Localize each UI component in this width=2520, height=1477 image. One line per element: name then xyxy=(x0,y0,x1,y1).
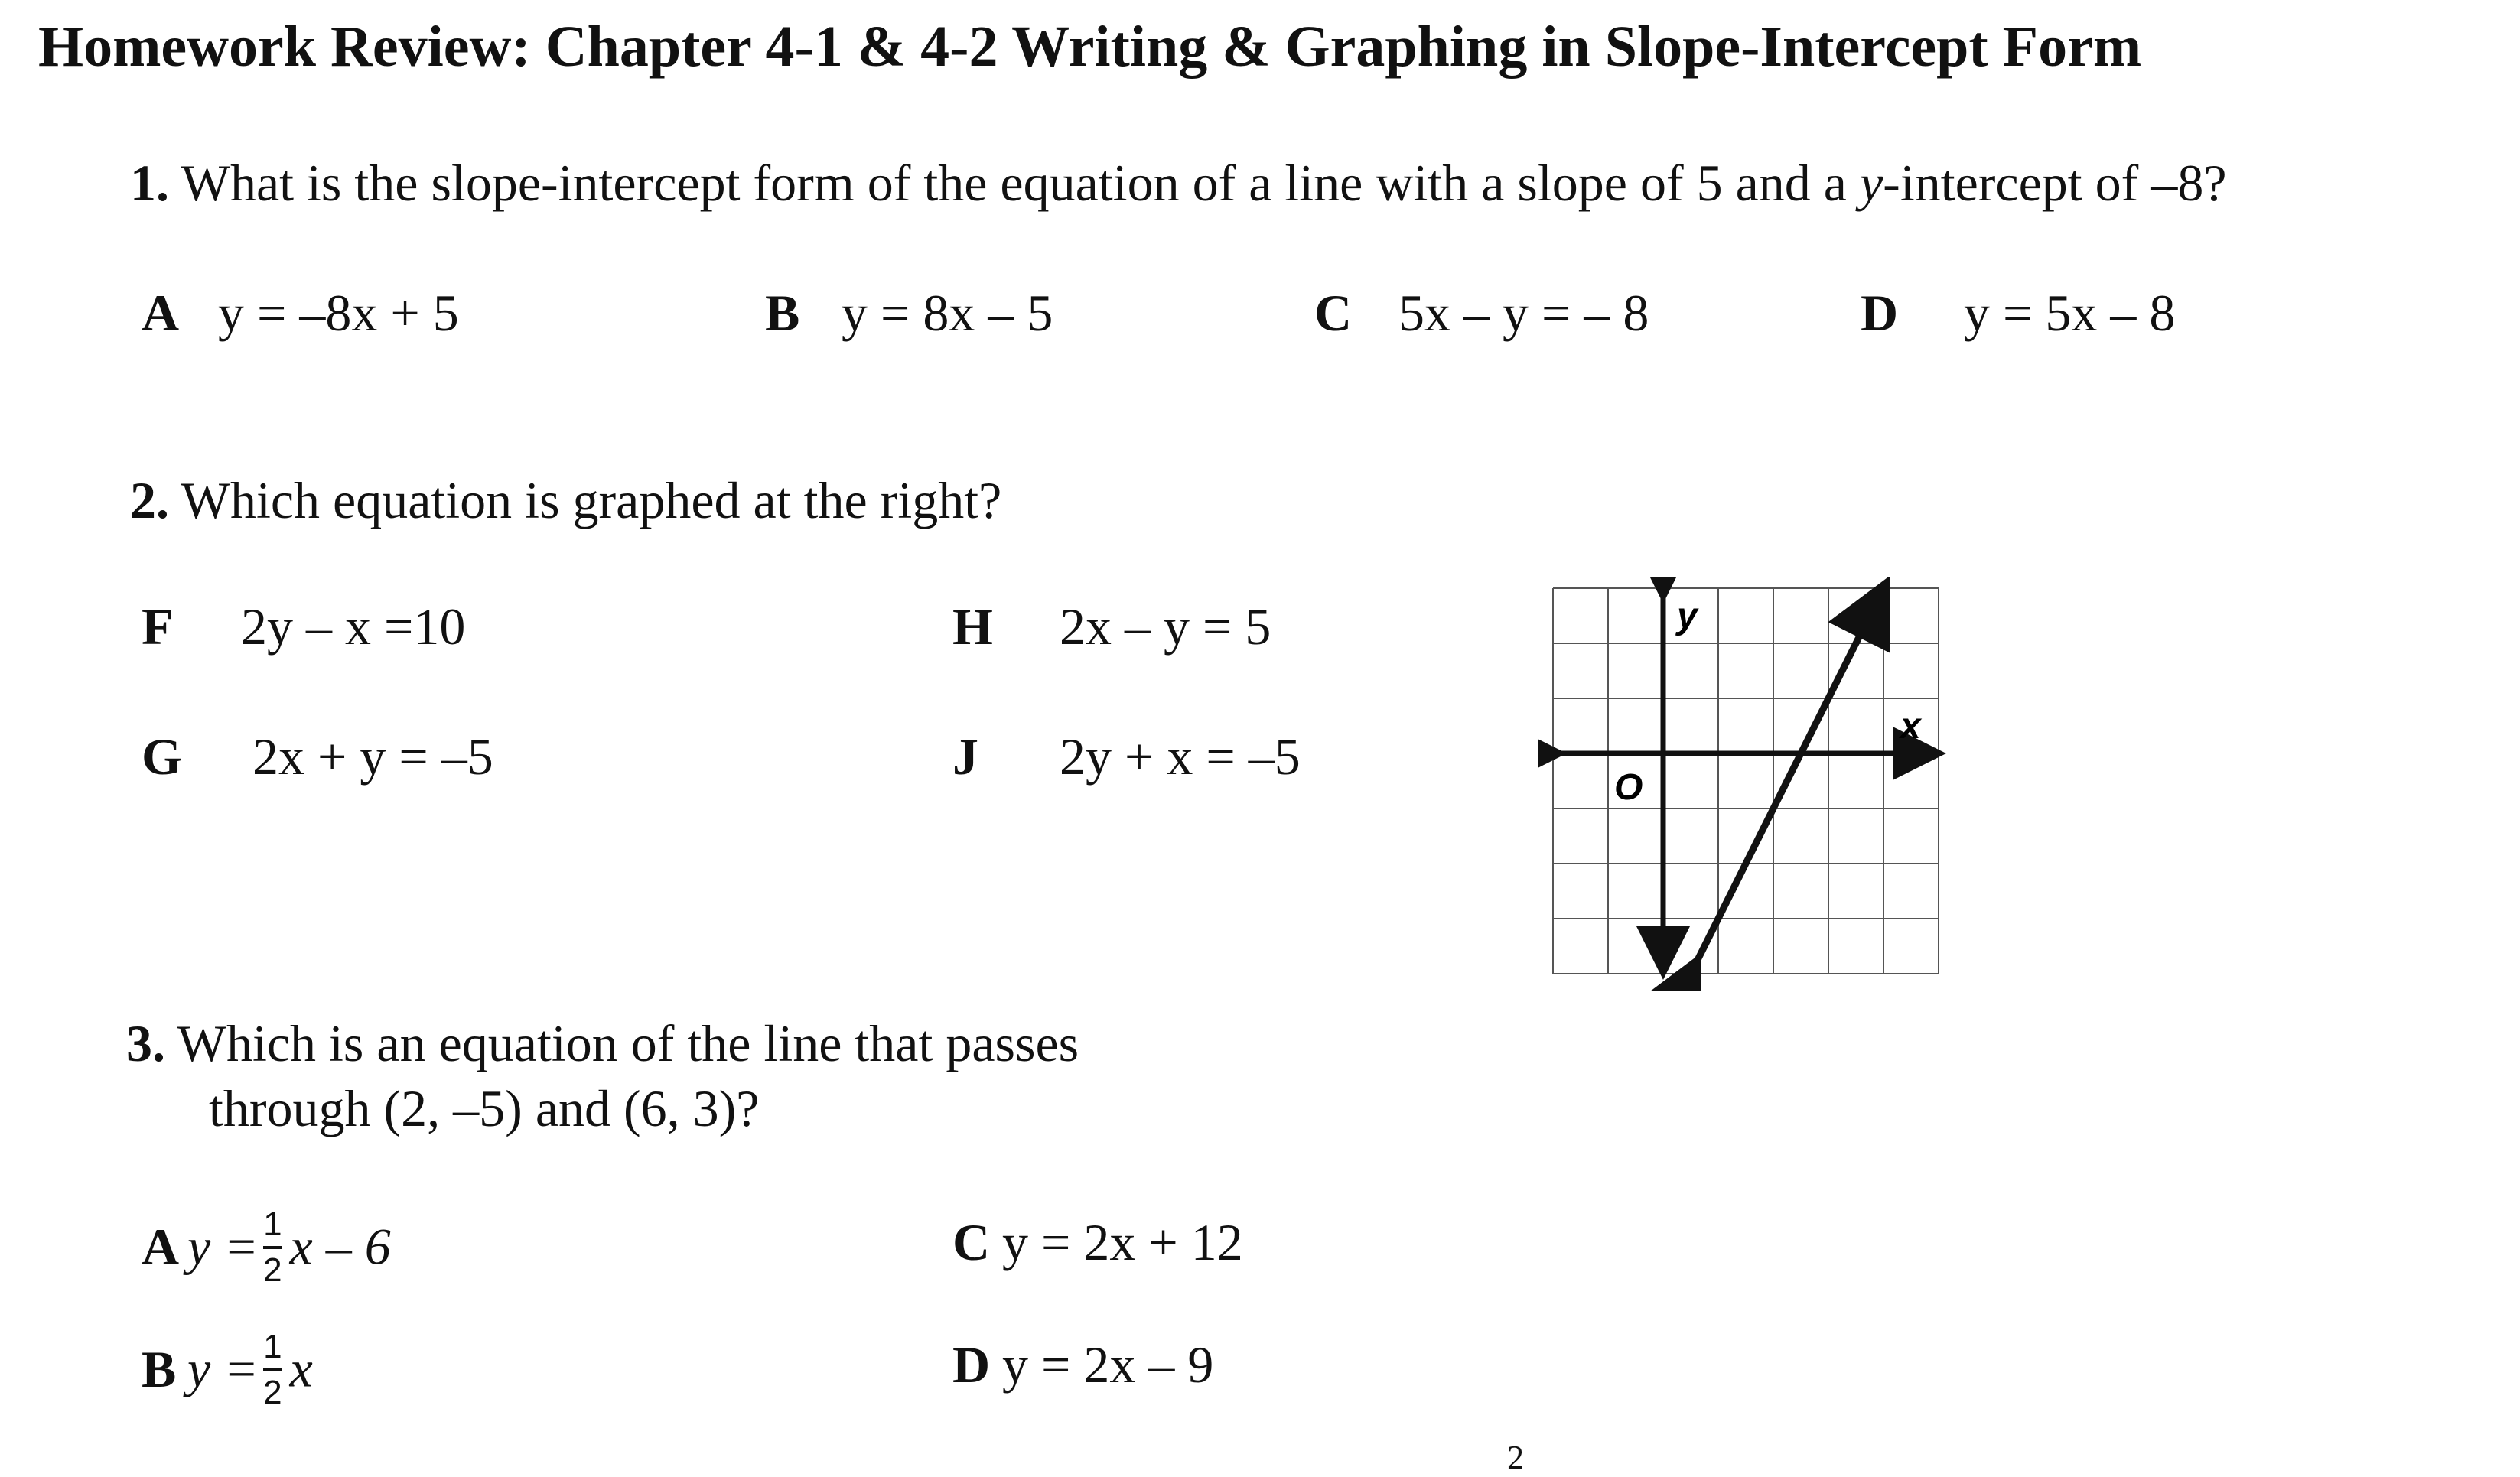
question-3-line2: through (2, –5) and (6, 3)? xyxy=(209,1079,760,1137)
q3-option-c-text: y = 2x + 12 xyxy=(1002,1213,1243,1271)
q1-option-b[interactable] xyxy=(765,283,1053,343)
page-title: Homework Review: Chapter 4-1 & 4-2 Writing & Graphing in Slope-Intercept Form xyxy=(38,15,2142,79)
q3-option-d[interactable] xyxy=(952,1335,1213,1395)
question-3 xyxy=(126,1013,1079,1074)
q2-option-g-text: 2x + y = –5 xyxy=(252,727,493,786)
q3-option-b-lhs: y = xyxy=(187,1339,259,1398)
q3-option-c-letter: C xyxy=(952,1213,991,1271)
q1-option-c[interactable] xyxy=(1314,283,1649,343)
q2-option-f-text: 2y – x =10 xyxy=(241,597,466,656)
q1-option-a[interactable] xyxy=(142,283,459,343)
question-1-text-var: y xyxy=(1859,154,1883,212)
q3-option-b-rhs: x xyxy=(289,1339,313,1398)
q1-option-d-letter: D xyxy=(1861,284,1899,342)
question-3-number: 3. xyxy=(126,1014,165,1072)
q1-option-b-letter: B xyxy=(765,284,800,342)
graph-plotted-line xyxy=(1695,588,1883,965)
q2-option-f[interactable] xyxy=(142,597,465,657)
question-1-text-post: -intercept of –8? xyxy=(1883,154,2227,212)
q2-option-h[interactable] xyxy=(952,597,1271,657)
q3-option-a-frac-den: 2 xyxy=(263,1251,282,1289)
q2-option-j-letter: J xyxy=(952,727,978,786)
q2-option-f-letter: F xyxy=(142,597,174,656)
q3-option-d-letter: D xyxy=(952,1335,991,1394)
question-2-text: Which equation is graphed at the right? xyxy=(181,471,1002,529)
q1-option-b-text: y = 8x – 5 xyxy=(842,284,1053,342)
q1-option-d-text: y = 5x – 8 xyxy=(1964,284,2176,342)
q3-option-b-frac-num: 1 xyxy=(263,1328,282,1365)
page-number: 2 xyxy=(1507,1439,1524,1476)
q3-option-a[interactable] xyxy=(142,1205,391,1292)
q1-option-d[interactable] xyxy=(1861,283,2175,343)
graph-y-label: y xyxy=(1677,596,1698,636)
q1-option-a-text: y = –8x + 5 xyxy=(218,284,459,342)
q3-option-a-rhs: x – 6 xyxy=(289,1217,391,1276)
q3-option-b[interactable] xyxy=(142,1328,313,1414)
q3-option-b-fraction xyxy=(263,1330,282,1410)
question-1 xyxy=(130,153,2227,213)
q3-option-b-frac-den: 2 xyxy=(263,1374,282,1411)
graph-x-label: x xyxy=(1900,706,1921,747)
question-2 xyxy=(130,470,1001,531)
q2-option-j[interactable] xyxy=(952,727,1301,787)
question-3-text-line1: Which is an equation of the line that passes xyxy=(177,1014,1079,1072)
q1-option-a-letter: A xyxy=(142,284,180,342)
q2-option-j-text: 2y + x = –5 xyxy=(1060,727,1301,786)
q3-option-a-frac-num: 1 xyxy=(263,1205,282,1243)
q3-option-c[interactable] xyxy=(952,1212,1243,1273)
question-1-text-pre: What is the slope-intercept form of the equation of a line with a slope of 5 and a xyxy=(181,154,1860,212)
q3-option-a-lhs: y = xyxy=(187,1217,259,1276)
question-1-number: 1. xyxy=(130,154,169,212)
q3-option-a-fraction xyxy=(263,1205,282,1289)
q2-option-g-letter: G xyxy=(142,727,182,786)
q2-graph xyxy=(1538,577,1951,991)
q2-option-g[interactable] xyxy=(142,727,493,787)
q1-option-c-text: 5x – y = – 8 xyxy=(1398,284,1649,342)
q1-option-c-letter: C xyxy=(1314,284,1353,342)
q2-option-h-letter: H xyxy=(952,597,993,656)
question-2-number: 2. xyxy=(130,471,169,529)
q2-option-h-text: 2x – y = 5 xyxy=(1060,597,1271,656)
graph-grid xyxy=(1553,588,1939,974)
q3-option-d-text: y = 2x – 9 xyxy=(1002,1335,1214,1394)
q3-option-b-letter: B xyxy=(142,1339,177,1398)
q3-option-a-letter: A xyxy=(142,1217,180,1276)
graph-origin-label: O xyxy=(1614,767,1643,808)
